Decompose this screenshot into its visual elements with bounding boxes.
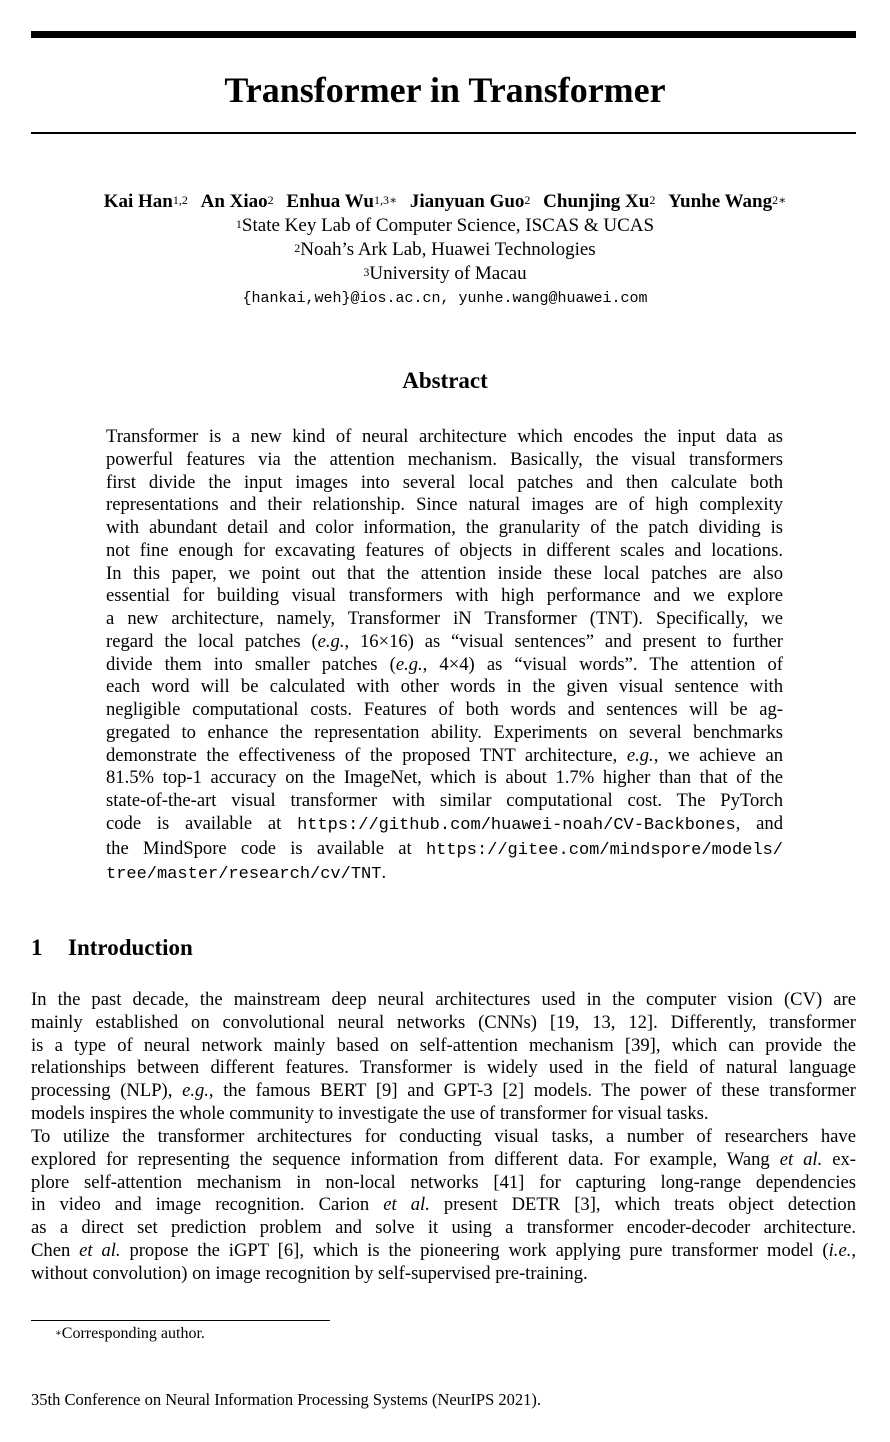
paragraph-line: as a direct set prediction problem and solve it using a transformer encoder-decoder architecture. bbox=[31, 1217, 856, 1238]
footnote-mark: ∗ bbox=[55, 1328, 62, 1339]
section-heading-introduction bbox=[31, 933, 193, 963]
abstract-line: powerful features via the attention mechanism. Basically, the visual transformers bbox=[106, 448, 783, 470]
author-affiliation-mark: 2 bbox=[649, 193, 656, 207]
footnote-rule bbox=[31, 1320, 330, 1321]
mindspore-code-link-cont[interactable]: tree/master/research/cv/TNT bbox=[106, 865, 382, 885]
footnote bbox=[55, 1324, 205, 1344]
paragraph-line: To utilize the transformer architectures for conducting visual tasks, a number of researchers have bbox=[31, 1126, 856, 1147]
author-name: Chunjing Xu bbox=[543, 191, 650, 212]
conference-note: 35th Conference on Neural Information Processing Systems (NeurIPS 2021). bbox=[31, 1390, 542, 1409]
abstract-line bbox=[106, 838, 783, 863]
paragraph-line: In the past decade, the mainstream deep neural architectures used in the computer vision (CV) are bbox=[31, 989, 856, 1010]
author-affiliation-mark: 2∗ bbox=[772, 193, 787, 207]
abstract-line: each word will be calculated with other words in the given visual sentence with bbox=[106, 676, 783, 698]
affiliation-text: University of Macau bbox=[369, 263, 527, 284]
title-bottom-rule bbox=[31, 132, 856, 134]
paragraph-line: in video and image recognition. Carion et al. present DETR [3], which treats object detection bbox=[31, 1194, 857, 1216]
abstract-text: the MindSpore code is available at bbox=[106, 837, 426, 859]
abstract-line: representations and their relationship. Since natural images are of high complexity bbox=[106, 494, 783, 516]
paragraph-line: explored for representing the sequence information from different data. For example, Wang et al. ex- bbox=[31, 1148, 856, 1170]
abstract-heading: Abstract bbox=[402, 368, 488, 393]
paragraph-line: without convolution) on image recognition by self-supervised pre-training. bbox=[31, 1262, 588, 1284]
paragraph-line: is a type of neural network mainly based on self-attention mechanism [39], which can provide the bbox=[31, 1034, 856, 1056]
author-list bbox=[0, 190, 890, 214]
abstract-line: first divide the input images into several local patches and then calculate both bbox=[106, 471, 783, 493]
affiliation-text: Noah’s Ark Lab, Huawei Technologies bbox=[300, 239, 596, 260]
author-affiliation-mark: 2 bbox=[267, 193, 274, 207]
abstract-line bbox=[106, 862, 783, 887]
author-name: Enhua Wu bbox=[286, 191, 374, 212]
author-name: An Xiao bbox=[200, 191, 268, 212]
affiliation-mark: 3 bbox=[363, 265, 370, 279]
author-affiliation-mark: 1,2 bbox=[172, 193, 188, 207]
abstract-line: Transformer is a new kind of neural architecture which encodes the input data as bbox=[106, 426, 783, 447]
paper-title: Transformer in Transformer bbox=[224, 70, 666, 110]
intro-paragraph-2 bbox=[31, 1126, 856, 1285]
intro-paragraph-1 bbox=[31, 989, 856, 1126]
paragraph-line: processing (NLP), e.g., the famous BERT [9] and GPT-3 [2] models. The power of these transformer bbox=[31, 1080, 856, 1101]
abstract-line: demonstrate the effectiveness of the proposed TNT architecture, e.g., we achieve an bbox=[106, 744, 783, 766]
abstract-line: a new architecture, namely, Transformer iN Transformer (TNT). Specifically, we bbox=[106, 608, 783, 629]
abstract-line: state-of-the-art visual transformer with similar computational cost. The PyTorch bbox=[106, 790, 783, 811]
affiliation-mark: 2 bbox=[294, 241, 301, 255]
affiliation-mark: 1 bbox=[235, 217, 242, 231]
abstract-line: In this paper, we point out that the attention inside these local patches are also bbox=[106, 562, 783, 584]
affiliation-2 bbox=[0, 238, 890, 262]
author-emails: {hankai,weh}@ios.ac.cn, yunhe.wang@huawei.com bbox=[242, 290, 648, 307]
abstract-line: regard the local patches (e.g., 16×16) as “visual sentences” and present to further bbox=[106, 630, 784, 652]
paragraph-line: Chen et al. propose the iGPT [6], which is the pioneering work applying pure transformer model (i.e., bbox=[31, 1239, 856, 1261]
section-title: Introduction bbox=[68, 935, 193, 960]
abstract-line bbox=[106, 813, 783, 838]
footnote-text: Corresponding author. bbox=[61, 1325, 205, 1342]
paragraph-line: plore self-attention mechanism in non-local networks [41] for capturing long-range dependencies bbox=[31, 1171, 856, 1193]
abstract-text: , and bbox=[735, 812, 783, 834]
paragraph-line: models inspires the whole community to investigate the use of transformer for visual tasks. bbox=[31, 1102, 709, 1124]
abstract-line: gregated to enhance the representation ability. Experiments on several benchmarks bbox=[106, 721, 783, 743]
abstract-text: code is available at bbox=[106, 812, 298, 834]
section-number: 1 bbox=[31, 935, 43, 960]
mindspore-code-link[interactable]: https://gitee.com/mindspore/models/ bbox=[425, 840, 783, 860]
affiliation-text: State Key Lab of Computer Science, ISCAS & UCAS bbox=[241, 215, 655, 236]
paragraph-line: relationships between different features. Transformer is widely used in the field of natural language bbox=[31, 1057, 856, 1079]
abstract-line: essential for building visual transformers with high performance and we explore bbox=[106, 585, 783, 607]
affiliation-3 bbox=[0, 262, 890, 286]
title-top-rule bbox=[31, 31, 856, 38]
abstract-line: not fine enough for excavating features of objects in different scales and locations. bbox=[106, 539, 783, 561]
author-affiliation-mark: 1,3∗ bbox=[373, 193, 398, 207]
abstract-text: . bbox=[381, 862, 387, 884]
affiliation-1 bbox=[0, 214, 890, 238]
pytorch-code-link[interactable]: https://github.com/huawei-noah/CV-Backbones bbox=[297, 815, 736, 835]
abstract-line: negligible computational costs. Features of both words and sentences will be ag- bbox=[106, 699, 783, 720]
abstract-body bbox=[106, 426, 783, 887]
author-name: Kai Han bbox=[103, 191, 173, 212]
author-name: Yunhe Wang bbox=[668, 191, 773, 212]
abstract-line: with abundant detail and color information, the granularity of the patch dividing is bbox=[106, 517, 783, 538]
abstract-line: divide them into smaller patches (e.g., 4×4) as “visual words”. The attention of bbox=[106, 653, 783, 675]
paragraph-line: mainly established on convolutional neural networks (CNNs) [19, 13, 12]. Differently, transformer bbox=[31, 1011, 856, 1033]
author-affiliation-mark: 2 bbox=[524, 193, 531, 207]
abstract-line: 81.5% top-1 accuracy on the ImageNet, which is about 1.7% higher than that of the bbox=[106, 767, 783, 789]
author-name: Jianyuan Guo bbox=[409, 191, 525, 212]
